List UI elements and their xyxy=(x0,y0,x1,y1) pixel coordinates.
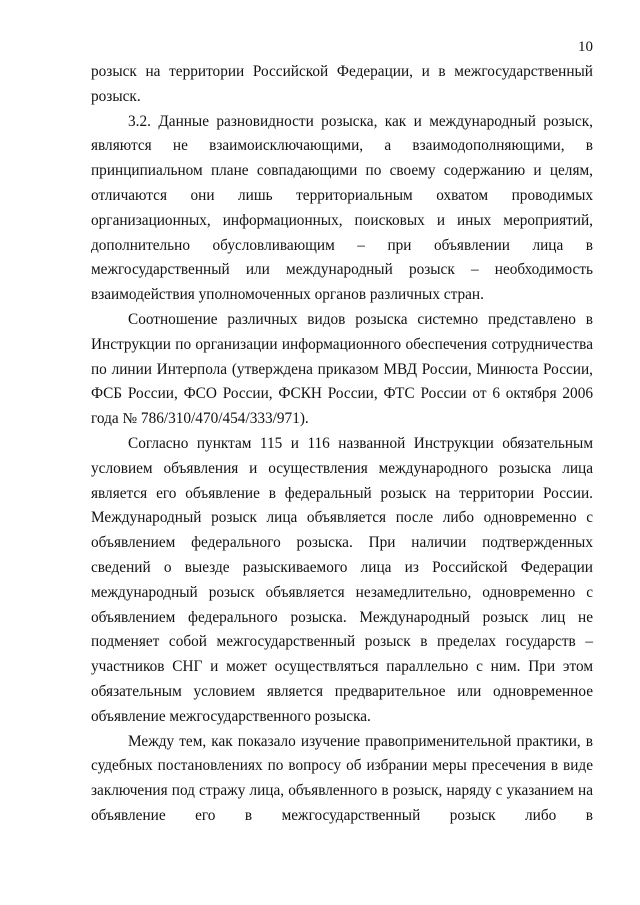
paragraph-continuation: розыск на территории Российской Федерации, и в межгосударственный розыск. xyxy=(91,63,593,105)
page-number: 10 xyxy=(578,39,593,55)
document-body xyxy=(91,60,593,829)
paragraph-instruction-points: Согласно пунктам 115 и 116 названной Инструкции обязательным условием объявления и осуществления международного розыска лица является его объявление в федеральный розыск на территории России. Международный розыск лица объявляется после либо одновременно с объявлением федерального розыска. При наличии подтвержденных сведений о выезде разыскиваемого лица из Российской Федерации международный розыск объявляется незамедлительно, одновременно с объявлением федерального розыска. Международный розыск лиц не подменяет собой межгосударственный розыск в пределах государств – участников СНГ и может осуществляться параллельно с ним. При этом обязательным условием является предварительное или одновременное объявление межгосударственного розыска. xyxy=(91,434,593,725)
paragraph-search-types: Соотношение различных видов розыска системно представлено в Инструкции по организации информационного обеспечения сотрудничества по линии Интерпола (утверждена приказом МВД России, Минюста России, ФСБ России, ФСО России, ФСКН России, ФТС России от 6 октября 2006 года № 786/310/470/454/333/971). xyxy=(91,310,593,428)
paragraph-section-3-2: 3.2. Данные разновидности розыска, как и международный розыск, являются не взаимоисключающими, а взаимодополняющими, в принципиальном плане совпадающими по своему содержанию и целям, отличаются они лишь территориальным охватом проводимых организационных, информационных, поисковых и иных мероприятий, дополнительно обусловливающим – при объявлении лица в межгосударственный или международный розыск – необходимость взаимодействия уполномоченных органов различных стран. xyxy=(91,112,593,304)
paragraph-practice: Между тем, как показало изучение правоприменительной практики, в судебных постановлениях по вопросу об избрании меры пресечения в виде заключения под стражу лица, объявленного в розыск, наряду с указанием на объявление его в межгосударственный розыск либо в xyxy=(91,732,593,824)
